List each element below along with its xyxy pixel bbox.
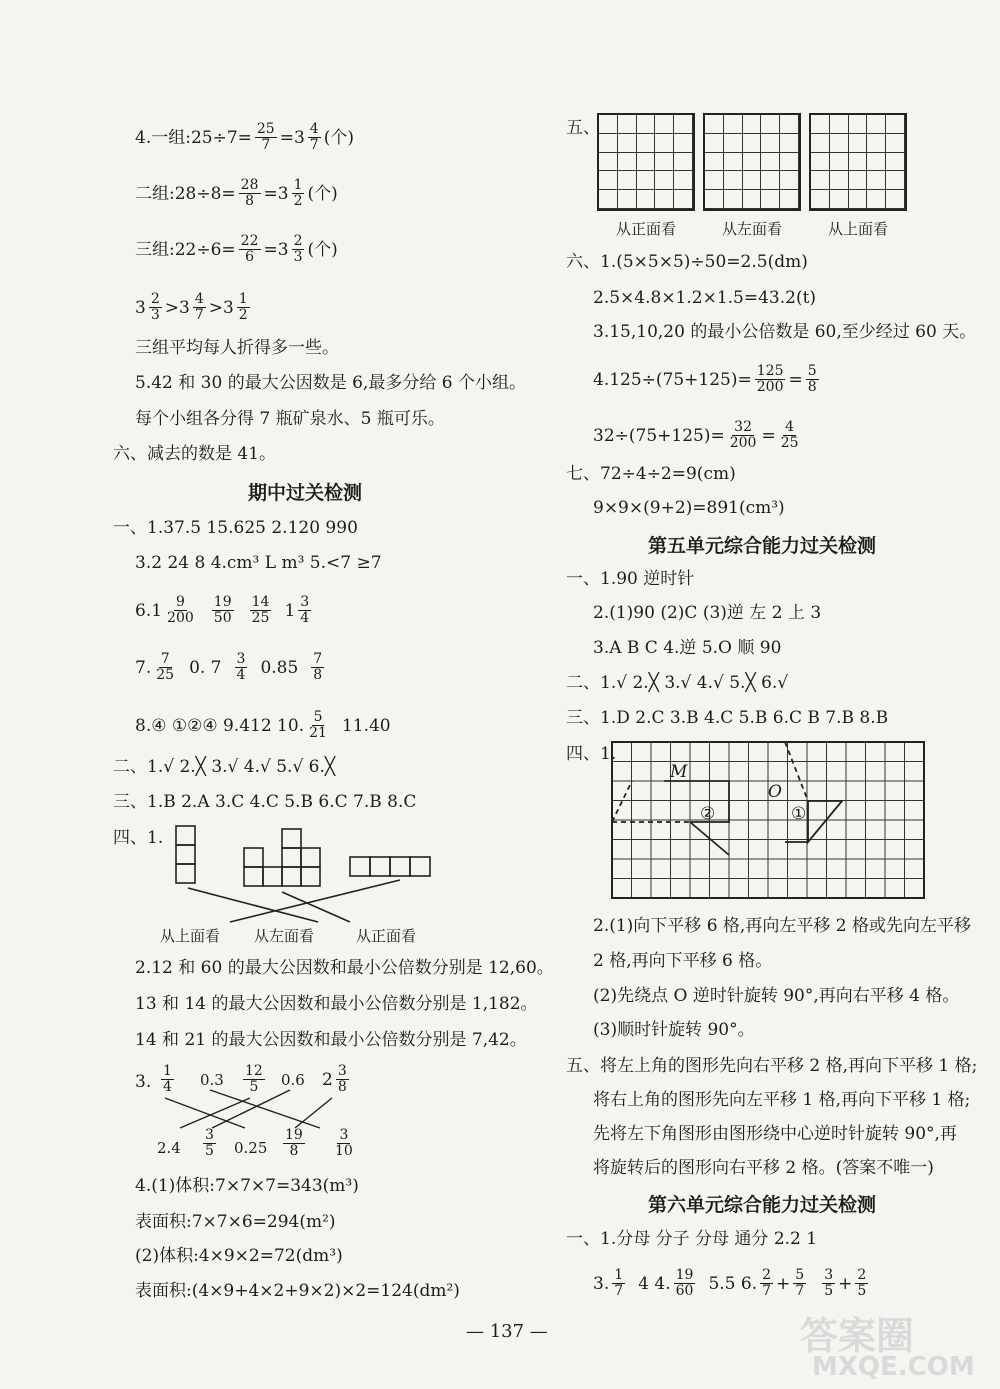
match-top-5: 2 $\frac{3}{8}$ — [322, 1063, 347, 1095]
midterm-q2b: 13 和 14 的最大公因数和最小公倍数分别是 1,182。 — [135, 994, 538, 1014]
match-bottom-2: $\frac{3}{5}$ — [205, 1127, 214, 1159]
midterm-q4c: (2)体积:4×9×2=72(dm³) — [135, 1246, 343, 1266]
u5-q5c: 先将左下角图形由图形绕中心逆时针旋转 90°,再 — [593, 1124, 957, 1144]
unit5-title: 第五单元综合能力过关检测 — [648, 535, 877, 557]
midterm-q8-11: 8.④ ①②④ 9.412 10. $\frac{5}{21}$ 11.40 — [135, 709, 391, 741]
r6-line2: 2.5×4.8×1.2×1.5=43.2(t) — [593, 288, 817, 308]
q4-group1: 4.一组:25÷7= $\frac{25}{7}$ =3 $\frac{4}{7}$ (个) — [135, 121, 354, 153]
q5-line2: 每个小组各分得 7 瓶矿泉水、5 瓶可乐。 — [135, 409, 445, 429]
midterm-q4b: 表面积:7×7×6=294(m²) — [135, 1212, 336, 1232]
view-label-front: 从正面看 — [616, 220, 677, 238]
fraction: $\frac{4}{7}$ — [309, 121, 319, 153]
midterm-q7: 7. $\frac{7}{25}$ 0. 7 $\frac{3}{4}$ 0.85 $\frac{7}{8}$ — [135, 651, 323, 683]
match-bottom-1: 2.4 — [157, 1139, 181, 1157]
grid-label-shape1: ① — [791, 804, 807, 824]
match-bottom-3: 0.25 — [234, 1139, 268, 1157]
midterm-choice: 三、1.B 2.A 3.C 4.C 5.B 6.C 7.B 8.C — [113, 792, 417, 812]
r7-line1: 七、72÷4÷2=9(cm) — [566, 464, 736, 484]
match-bottom-4: $\frac{19}{8}$ — [285, 1127, 303, 1159]
midterm-q4d: 表面积:(4×9+4×2+9×2)×2=124(dm²) — [135, 1281, 460, 1301]
midterm-q3-label: 3. — [135, 1072, 152, 1092]
view-caption-front: 从正面看 — [356, 927, 417, 945]
midterm-q1: 一、1.37.5 15.625 2.120 990 — [113, 518, 358, 538]
midterm-q6: 6.1 $\frac{9}{200}$ $\frac{19}{50}$ $\frac{14}{25}$ 1 $\frac{3}{4}$ — [135, 594, 310, 626]
view-caption-left: 从左面看 — [254, 927, 315, 945]
match-top-3: $\frac{12}{5}$ — [245, 1063, 263, 1095]
midterm-title: 期中过关检测 — [248, 482, 363, 504]
fraction: $\frac{25}{7}$ — [256, 121, 275, 153]
u5-q5b: 将右上角的图形先向左平移 1 格,再向下平移 1 格; — [593, 1090, 971, 1110]
u5-q5d: 将旋转后的图形向右平移 2 格。(答案不唯一) — [593, 1158, 934, 1178]
r7-line2: 9×9×(9+2)=891(cm³) — [593, 498, 785, 518]
u5-q2b: 2 格,再向下平移 6 格。 — [593, 951, 773, 971]
q4-group3: 三组:22÷6= $\frac{22}{6}$ =3 $\frac{2}{3}$ (个) — [135, 233, 338, 265]
u5-q3: 3.A B C 4.逆 5.O 顺 90 — [593, 638, 782, 658]
u6-q1: 一、1.分母 分子 分母 通分 2.2 1 — [566, 1229, 818, 1249]
u5-q5a: 五、将左上角的图形先向右平移 2 格,再向下平移 1 格; — [566, 1056, 978, 1076]
page-number: — 137 — — [466, 1321, 548, 1342]
grid-label-m: M — [670, 762, 688, 782]
r-q5-label: 五、 — [566, 118, 600, 138]
r6-line4: 4.125÷(75+125)= $\frac{125}{200}$ = $\frac{5}{8}$ — [593, 363, 817, 395]
u5-q2c: (2)先绕点 O 逆时针旋转 90°,再向右平移 4 格。 — [593, 986, 960, 1006]
q4-group2: 二组:28÷8= $\frac{28}{8}$ =3 $\frac{1}{2}$ (个) — [135, 177, 338, 209]
r6-line1: 六、1.(5×5×5)÷50=2.5(dm) — [566, 252, 808, 272]
watermark-url: MXQE.COM — [812, 1352, 975, 1382]
u5-judge: 二、1.√ 2.╳ 3.√ 4.√ 5.╳ 6.√ — [566, 673, 789, 693]
q6-answer: 六、减去的数是 41。 — [113, 444, 277, 464]
r6-line3: 3.15,10,20 的最小公倍数是 60,至少经过 60 天。 — [593, 322, 977, 342]
q4-compare: 3 $\frac{2}{3}$ >3 $\frac{4}{7}$ >3 $\frac{1}{2}$ — [135, 291, 248, 323]
u5-q2: 2.(1)90 (2)C (3)逆 左 2 上 3 — [593, 603, 822, 623]
r6-line5: 32÷(75+125)= $\frac{32}{200}$ = $\frac{4}{25}$ — [593, 419, 799, 451]
midterm-judge: 二、1.√ 2.╳ 3.√ 4.√ 5.√ 6.╳ — [113, 757, 336, 777]
match-top-2: 0.3 — [200, 1071, 224, 1089]
grid-label-o: O — [768, 782, 782, 802]
q5-line1: 5.42 和 30 的最大公因数是 6,最多分给 6 个小组。 — [135, 373, 526, 393]
match-top-1: $\frac{1}{4}$ — [163, 1063, 172, 1095]
view-caption-top: 从上面看 — [160, 927, 221, 945]
u5-choice: 三、1.D 2.C 3.B 4.C 5.B 6.C B 7.B 8.B — [566, 708, 889, 728]
view-label-left: 从左面看 — [722, 220, 783, 238]
watermark-logo: 答案圈 — [800, 1314, 915, 1358]
midterm-q3-5: 3.2 24 8 4.cm³ L m³ 5.<7 ≥7 — [135, 553, 382, 573]
match-bottom-5: $\frac{3}{10}$ — [335, 1127, 353, 1159]
view-label-top: 从上面看 — [828, 220, 889, 238]
midterm-q2c: 14 和 21 的最大公因数和最小公倍数分别是 7,42。 — [135, 1030, 527, 1050]
unit6-title: 第六单元综合能力过关检测 — [648, 1194, 877, 1216]
u5-draw-label: 四、1. — [566, 744, 617, 764]
midterm-q4a: 4.(1)体积:7×7×7=343(m³) — [135, 1176, 359, 1196]
u5-q1: 一、1.90 逆时针 — [566, 569, 695, 589]
grid-label-shape2: ② — [700, 804, 716, 824]
u5-q2a: 2.(1)向下平移 6 格,再向左平移 2 格或先向左平移 — [593, 916, 971, 936]
midterm-draw-label: 四、1. — [113, 828, 164, 848]
u6-q2: 3. $\frac{1}{7}$ 4 4. $\frac{19}{60}$ 5.5 6. $\frac{2}{7}$ + $\frac{5}{7}$ $\frac{3}{5}$ + $\frac{2}{5}$ — [593, 1267, 867, 1299]
midterm-q2a: 2.12 和 60 的最大公因数和最小公倍数分别是 12,60。 — [135, 958, 554, 978]
q4-conclusion: 三组平均每人折得多一些。 — [135, 338, 339, 358]
match-top-4: 0.6 — [281, 1071, 305, 1089]
u5-q2d: (3)顺时针旋转 90°。 — [593, 1020, 755, 1040]
